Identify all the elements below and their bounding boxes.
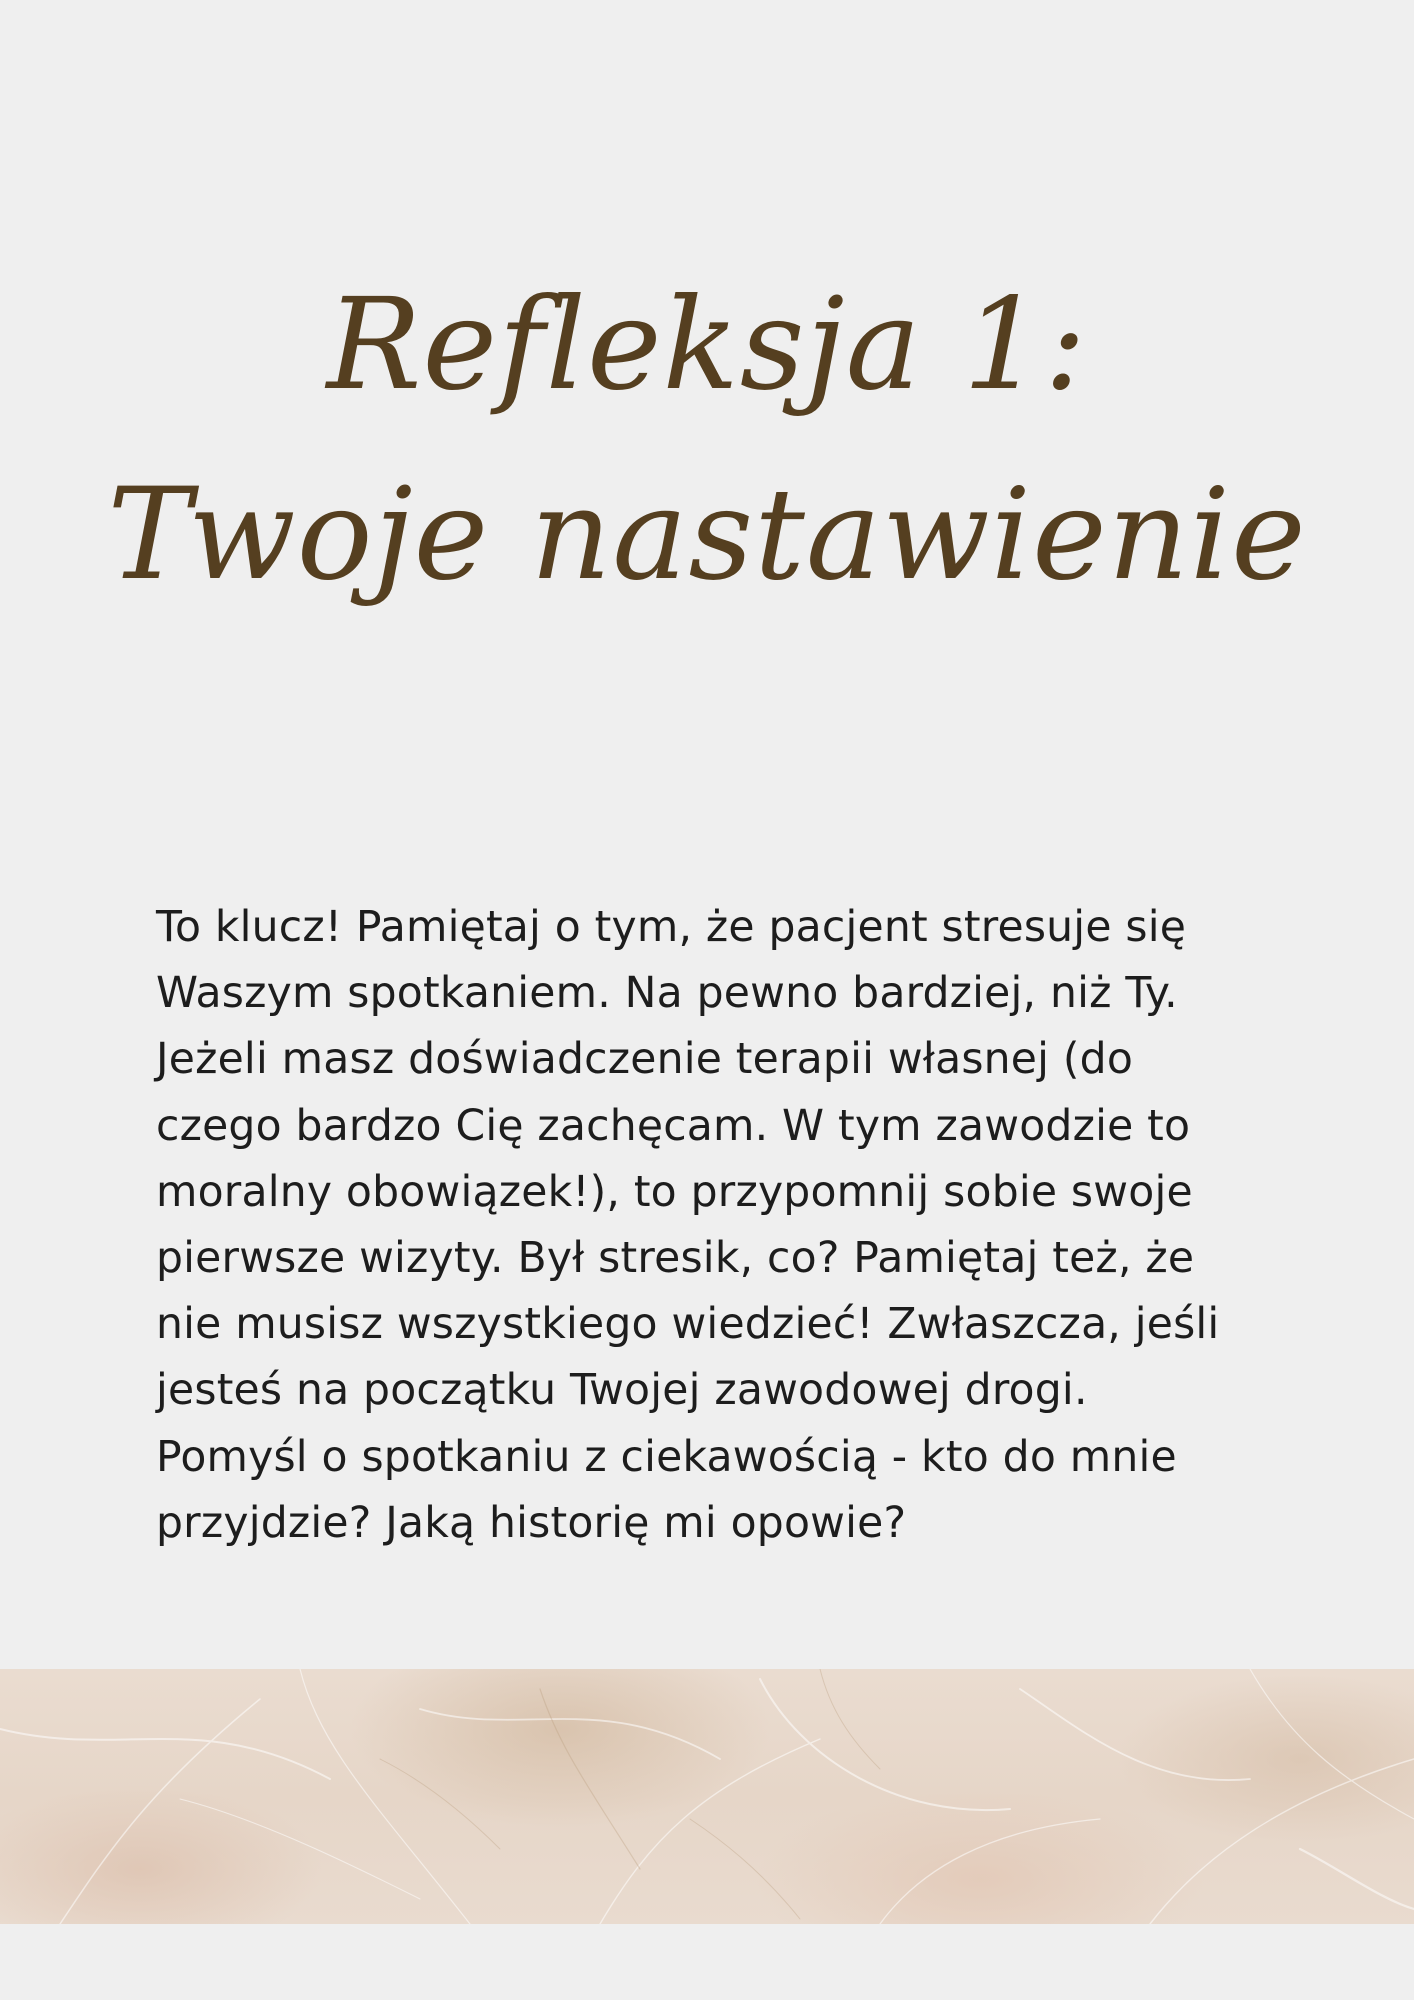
paragraph-line: Pomyśl o spotkaniu z ciekawością - kto do mnie (156, 1432, 1177, 1482)
page-title (0, 250, 1414, 630)
feather-texture-image (0, 1669, 1414, 1924)
paragraph-line: Waszym spotkaniem. Na pewno bardziej, niż Ty. (156, 969, 1178, 1019)
reflection-paragraph (156, 895, 1286, 1557)
paragraph-line: pierwsze wizyty. Był stresik, co? Pamiętaj też, że (156, 1234, 1195, 1284)
paragraph-line: przyjdzie? Jaką historię mi opowie? (156, 1498, 907, 1548)
paragraph-line: czego bardzo Cię zachęcam. W tym zawodzie to (156, 1101, 1191, 1151)
paragraph-line: Jeżeli masz doświadczenie terapii własnej (do (156, 1035, 1134, 1085)
title-line-1: Refleksja 1: (326, 271, 1088, 418)
paragraph-line: moralny obowiązek!), to przypomnij sobie swoje (156, 1167, 1193, 1217)
title-line-2: Twoje nastawienie (107, 461, 1307, 608)
paragraph-line: nie musisz wszystkiego wiedzieć! Zwłaszcza, jeśli (156, 1300, 1220, 1350)
paragraph-line: To klucz! Pamiętaj o tym, że pacjent stresuje się (156, 903, 1187, 952)
paragraph-line: jesteś na początku Twojej zawodowej drogi. (156, 1366, 1088, 1416)
decorative-photo-band (0, 1669, 1414, 1924)
